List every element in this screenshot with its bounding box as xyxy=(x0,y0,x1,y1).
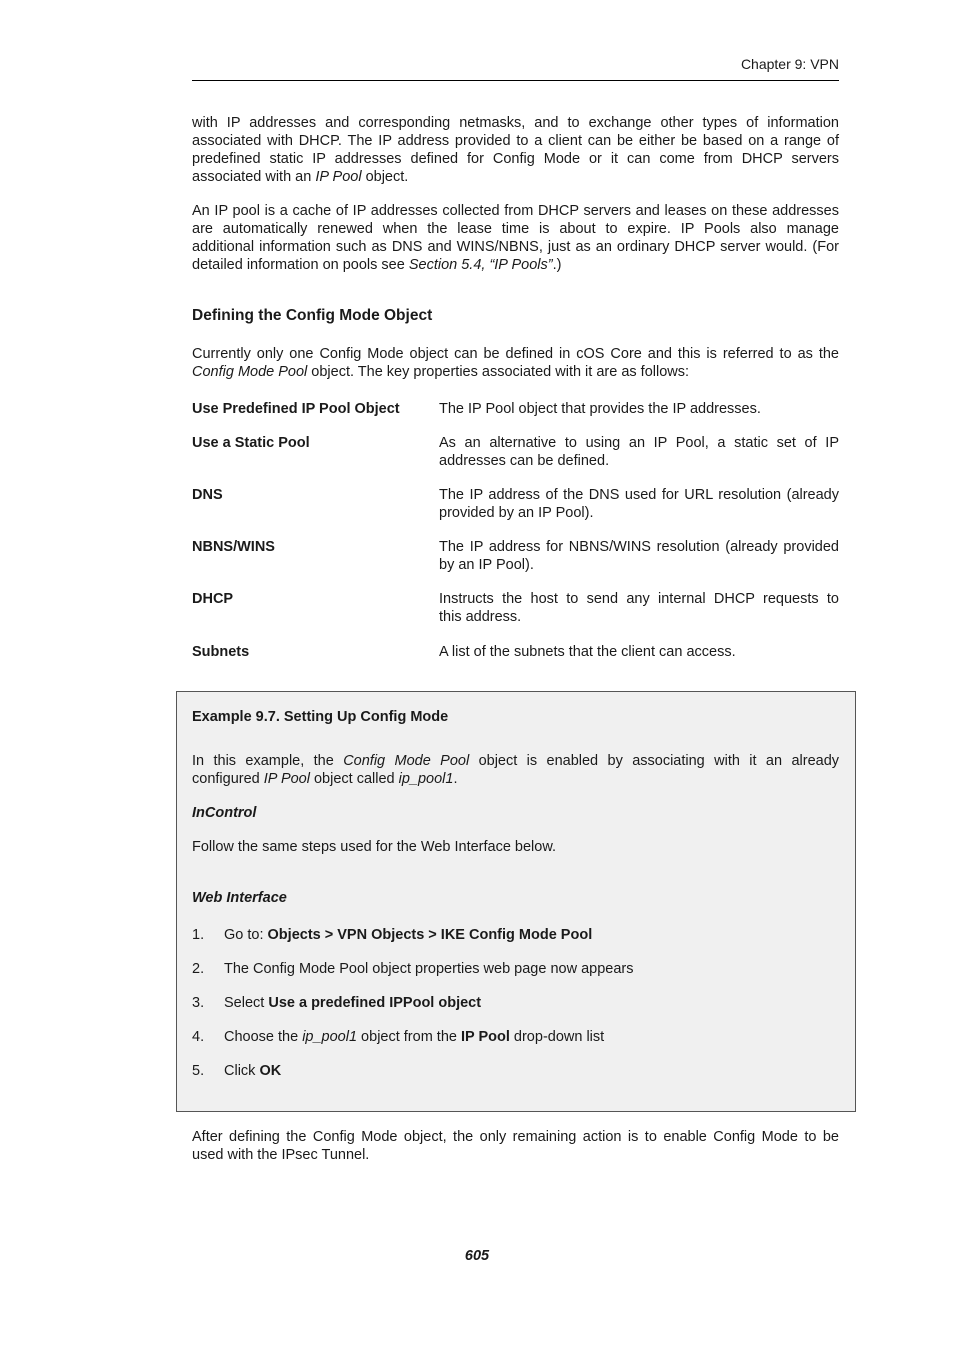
text-segment: In this example, the xyxy=(192,753,344,769)
web-interface-heading: Web Interface xyxy=(192,890,287,906)
text-segment: Choose the xyxy=(224,1029,303,1045)
text-line: The IP address for NBNS/WINS resolution (already provided xyxy=(439,539,839,555)
text-segment: object is enabled by associating with it an already xyxy=(469,753,840,769)
section-intro xyxy=(192,345,839,381)
option-label: Use a predefined IPPool object xyxy=(268,995,482,1011)
property-term: NBNS/WINS xyxy=(192,539,275,555)
text-line: used with the IPsec Tunnel. xyxy=(192,1147,370,1163)
text-line: provided by an IP Pool). xyxy=(439,505,594,521)
text-segment: detailed information on pools see xyxy=(192,257,409,273)
example-intro xyxy=(192,752,839,788)
example-title: Example 9.7. Setting Up Config Mode xyxy=(192,709,449,725)
page-number: 605 xyxy=(464,1248,490,1264)
text-segment: .) xyxy=(552,257,562,273)
text-line: The IP address of the DNS used for URL resolution (already xyxy=(439,487,839,503)
ip-pool1-term: ip_pool1 xyxy=(302,1029,358,1045)
text-line: A list of the subnets that the client can access. xyxy=(439,644,736,660)
property-description xyxy=(439,538,839,574)
ip-pool1-term: ip_pool1 xyxy=(398,771,454,787)
text-line xyxy=(192,363,839,381)
text-line: An IP pool is a cache of IP addresses collected from DHCP servers and leases on these addresses xyxy=(192,203,839,219)
ip-pool-term: IP Pool xyxy=(315,169,362,185)
step-4 xyxy=(224,1028,604,1046)
text-segment: object called xyxy=(309,771,399,787)
step-number: 2. xyxy=(192,961,205,977)
button-label: OK xyxy=(259,1063,282,1079)
text-line: predefined static IP addresses defined for Config Mode or it can come from DHCP servers xyxy=(192,151,839,167)
text-segment: . xyxy=(453,771,458,787)
text-line: are automatically renewed when the lease time is about to expire. IP Pools also manage xyxy=(192,221,839,237)
property-term: Subnets xyxy=(192,644,250,660)
intro-paragraph-1 xyxy=(192,114,839,186)
text-line: addresses can be defined. xyxy=(439,453,610,469)
step-5 xyxy=(224,1062,281,1080)
text-segment: object. xyxy=(361,169,409,185)
incontrol-text: Follow the same steps used for the Web Interface below. xyxy=(192,839,557,855)
ip-pool-term: IP Pool xyxy=(263,771,310,787)
text-line: After defining the Config Mode object, the only remaining action is to enable Config Mode to be xyxy=(192,1129,839,1145)
menu-path: Objects > VPN Objects > IKE Config Mode Pool xyxy=(267,927,593,943)
text-segment: Select xyxy=(224,995,269,1011)
intro-paragraph-2 xyxy=(192,202,839,274)
text-line: by an IP Pool). xyxy=(439,557,534,573)
step-1 xyxy=(224,926,592,944)
incontrol-heading: InControl xyxy=(192,805,257,821)
step-number: 5. xyxy=(192,1063,205,1079)
property-term: Use a Static Pool xyxy=(192,435,310,451)
text-line xyxy=(192,752,839,770)
text-segment: object. The key properties associated with it are as follows: xyxy=(307,364,690,380)
text-line xyxy=(192,770,839,788)
text-segment: configured xyxy=(192,771,264,787)
step-number: 1. xyxy=(192,927,205,943)
text-line: additional information such as DNS and WINS/NBNS, just as an ordinary DHCP server would. (For xyxy=(192,239,839,255)
property-description xyxy=(439,643,839,661)
property-description xyxy=(439,486,839,522)
text-line: The IP Pool object that provides the IP addresses. xyxy=(439,401,761,417)
step-2: The Config Mode Pool object properties web page now appears xyxy=(224,961,634,977)
header-rule xyxy=(192,80,839,81)
property-description xyxy=(439,400,839,418)
text-line: Instructs the host to send any internal DHCP requests to xyxy=(439,591,839,607)
step-number: 3. xyxy=(192,995,205,1011)
text-line xyxy=(192,256,839,274)
section-reference: Section 5.4, “IP Pools” xyxy=(408,257,553,273)
text-line: associated with DHCP. The IP address provided to a client can be either be based on a range of xyxy=(192,133,839,149)
text-line: this address. xyxy=(439,609,522,625)
property-term: Use Predefined IP Pool Object xyxy=(192,401,400,417)
config-mode-pool-term: Config Mode Pool xyxy=(343,753,470,769)
text-line: Currently only one Config Mode object can be defined in cOS Core and this is referred to as the xyxy=(192,346,839,362)
property-description xyxy=(439,434,839,470)
closing-paragraph xyxy=(192,1128,839,1164)
text-line: As an alternative to using an IP Pool, a static set of IP xyxy=(439,435,839,451)
text-segment: associated with an xyxy=(192,169,316,185)
text-segment: drop-down list xyxy=(509,1029,605,1045)
chapter-header: Chapter 9: VPN xyxy=(740,56,839,72)
property-term: DNS xyxy=(192,487,223,503)
field-label: IP Pool xyxy=(461,1029,510,1045)
text-line xyxy=(192,168,839,186)
text-line: with IP addresses and corresponding netmasks, and to exchange other types of information xyxy=(192,115,839,131)
step-3 xyxy=(224,994,481,1012)
property-description xyxy=(439,590,839,626)
step-number: 4. xyxy=(192,1029,205,1045)
text-segment: Click xyxy=(224,1063,260,1079)
property-term: DHCP xyxy=(192,591,234,607)
text-segment: Go to: xyxy=(224,927,268,943)
text-segment: object from the xyxy=(357,1029,461,1045)
section-heading: Defining the Config Mode Object xyxy=(192,307,433,324)
config-mode-pool-term: Config Mode Pool xyxy=(192,364,308,380)
